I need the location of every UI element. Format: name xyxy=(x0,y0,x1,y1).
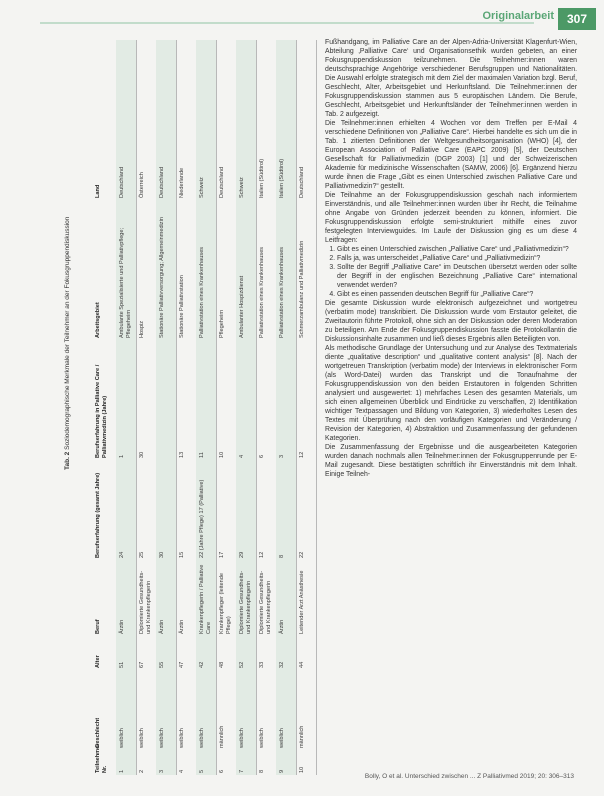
table-header-cell: Alter xyxy=(95,655,101,668)
table-cell: 30 xyxy=(139,451,145,458)
paragraph: Fußhandgang, im Palliative Care an der Alpen-Adria-Universität Klagenfurt-Wien, Abteilung ‚Palliative Care‘ und Organisationsethik wurden gebeten, an einer Fokusgruppendiskussion teilzunehmen. Die Teilnehmer:innen waren deutschsprachige Angehörige verschiedener Berufsgruppen und Nationalitäten. Die Auswahl erfolgte strategisch mit dem Ziel der maximalen Variation bzgl. Beruf, Geschlecht, Alter, Arbeitsgebiet und Herkunftsland. Die Teilnehmer:innen der Fokusgruppendiskussion stammen aus 5 europäischen Ländern. Die Berufe, Geschlecht, Arbeitsgebiet und Herkunftsländer der Teilnehmer:innen werden in Tab. 2 aufgezeigt. xyxy=(325,39,577,118)
table-cell: Ambulante Spezialisierte und Palliativpflege; Pflegeheim xyxy=(119,227,132,338)
body-text-column xyxy=(325,38,577,479)
table-cell: Diplomierte Gesundheits- und Krankenpflegerin xyxy=(259,570,272,634)
table-cell: 9 xyxy=(279,769,285,773)
table-cell: 6 xyxy=(219,769,225,773)
list-item: 1. Gibt es einen Unterschied zwischen „Palliative Care“ und „Palliativmedizin“? xyxy=(337,245,577,254)
table-cell: weiblich xyxy=(239,728,245,748)
table-cell: Österreich xyxy=(139,172,145,198)
table-header-cell: Berufserfahrung in Palliative Care / Palliativmedizin (Jahre) xyxy=(95,364,108,458)
page-footer: Bolly, O et al. Unterschied zwischen ... Z Palliativmed 2019; 20: 306–313 xyxy=(364,773,574,780)
table-cell: Hospiz xyxy=(139,320,145,338)
table-cell: 51 xyxy=(119,661,125,668)
table-cell: 1 xyxy=(119,454,125,458)
table-cell: weiblich xyxy=(259,728,265,748)
table-cell: Schweiz xyxy=(199,177,205,198)
demographics-table xyxy=(92,40,318,775)
table-cell: Krankenpflegerin / Palliative Care xyxy=(199,564,212,634)
table-cell: Pflegeheim xyxy=(219,310,225,338)
table-cell: 29 xyxy=(239,551,245,558)
table-cell: Ärztin xyxy=(159,619,165,634)
table-cell: 44 xyxy=(299,661,305,668)
table-cell: Ambulanter Hospizdienst xyxy=(239,275,245,338)
table-cell: Schweiz xyxy=(239,177,245,198)
table-cell: 3 xyxy=(159,769,165,773)
table-cell: weiblich xyxy=(179,728,185,748)
table-caption-text: Soziodemographische Merkmale der Teilnehmer an der Fokusgruppendiskussion xyxy=(64,216,71,450)
table-cell: 32 xyxy=(279,661,285,668)
table-cell: Deutschland xyxy=(159,166,165,198)
table-cell: weiblich xyxy=(159,728,165,748)
table-cell: 4 xyxy=(239,454,245,458)
page-number: 307 xyxy=(558,8,596,30)
table-cell: Deutschland xyxy=(119,166,125,198)
table-cell: 22 xyxy=(299,551,305,558)
table-row xyxy=(136,40,157,775)
table-caption xyxy=(64,150,71,470)
table-row xyxy=(276,40,297,775)
table-cell: Palliativstation eines Krankenhauses xyxy=(259,246,265,338)
table-cell: Palliativstation eines Krankenhauses xyxy=(199,246,205,338)
table-caption-label: Tab. 2 xyxy=(64,451,71,470)
list-item: 4. Gibt es einen passenden deutschen Begriff für „Palliative Care“? xyxy=(337,290,577,299)
paragraph: Die gesamte Diskussion wurde elektronisch aufgezeichnet und wortgetreu (verbatim mode) transkribiert. Die Diskussion wurde vom Erstautor geleitet, die Zweitautorin führte Protokoll, ohne sich an der Diskussion oder deren Moderation zu beteiligen. Am Ende der Fokusgruppendiskussion fasste die Protokollantin die Diskussionsinhalte zusammen und ließ dieses Ergebnis allen Beteiligten von. xyxy=(325,300,577,343)
table-cell: 10 xyxy=(299,766,305,773)
table-cell: Deutschland xyxy=(219,166,225,198)
table-cell: 11 xyxy=(199,452,205,458)
table-cell: 30 xyxy=(159,551,165,558)
table-cell: 12 xyxy=(259,551,265,558)
table-header-cell: Teilnehmer Nr. xyxy=(95,743,108,773)
table-cell: männlich xyxy=(299,725,305,748)
table-cell: Ärztin xyxy=(179,619,185,634)
list-item: 3. Sollte der Begriff „Palliative Care“ im Deutschen übersetzt werden oder sollte der Begriff in der englischen Bezeichnung „Palliative Care“ international verwendet werden? xyxy=(337,263,577,290)
table-cell: 47 xyxy=(179,661,185,668)
table-cell: 55 xyxy=(159,661,165,668)
table-cell: 8 xyxy=(259,769,265,773)
table-cell: 12 xyxy=(299,451,305,458)
paragraph: Die Teilnehmer:innen erhielten 4 Wochen vor dem Treffen per E-Mail 4 verschiedene Definitionen von „Palliative Care“. Hierbei handelte es sich um die in Tab. 1 zitierten Definitionen der Weltgesundheitsorganisation (WHO) [4], der European Association of Palliative Care (EAPC 2009) [5], der Deutschen Gesellschaft für Palliativmedizin (DGP 2003) [1] und der Schweizerischen Akademie für medizinische Wissenschaften (SAMW, 2006) [6]. Ergänzend hierzu wurde ihnen die Frage „Gibt es einen Unterschied zwischen Palliative Care und Palliativmedizin?“ gestellt. xyxy=(325,120,577,190)
table-cell: 17 xyxy=(219,551,225,558)
paragraph: Die Zusammenfassung der Ergebnisse und die ausgearbeiteten Kategorien wurden danach nochmals allen Teilnehmer:innen der Fokusgruppenrunde per E-Mail zugesandt. Diese bestätigten schriftlich ihr Einverständnis mit dem Inhalt. Einige Teilneh- xyxy=(325,444,577,478)
table-cell: 8 xyxy=(279,554,285,558)
table-cell: männlich xyxy=(219,725,225,748)
table-cell: Palliativstation eines Krankenhauses xyxy=(279,246,285,338)
table-cell: 22 (Jahre Pflege) 17 (Palliative) xyxy=(199,479,205,558)
table-cell: 52 xyxy=(239,661,245,668)
table-cell: 1 xyxy=(119,769,125,773)
header-rule xyxy=(40,22,534,24)
table-cell: 2 xyxy=(139,769,145,773)
table-header-cell: Geschlecht xyxy=(95,717,101,748)
table-cell: 67 xyxy=(139,661,145,668)
table-header-cell: Berufserfahrung (gesamt Jahre) xyxy=(95,472,101,558)
table-cell: 4 xyxy=(179,769,185,773)
table-row xyxy=(176,40,197,775)
table-cell: weiblich xyxy=(199,728,205,748)
table-cell: Krankenpfleger (leitende Pflege) xyxy=(219,573,232,634)
list-item: 2. Falls ja, was unterscheidet „Palliative Care“ und „Palliativmedizin“? xyxy=(337,254,577,263)
page-header xyxy=(0,4,604,32)
section-label: Originalarbeit xyxy=(482,10,554,22)
paragraph: Die Teilnahme an der Fokusgruppendiskussion geschah nach informiertem Einverständnis, und alle Teilnehmer:innen wurden über ihr Recht, die Teilnahme ohne Angabe von Gründen jederzeit beenden zu können, informiert. Die Fokusgruppendiskussion erfolgte semi-strukturiert mithilfe eines zuvor festgelegten Interviewguides. Im Laufe der Diskussion ging es um diese 4 Leitfragen: xyxy=(325,192,577,244)
table-cell: 10 xyxy=(219,451,225,458)
table-cell: 25 xyxy=(139,551,145,558)
table-cell: Stationäre Palliativversorgung; Allgemeinmedizin xyxy=(159,217,165,338)
table-cell: Schmerzambulanz und Palliativmedizin xyxy=(299,240,305,338)
table-cell: 24 xyxy=(119,551,125,558)
question-list xyxy=(325,245,577,299)
table-cell: weiblich xyxy=(279,728,285,748)
table-header-row xyxy=(92,40,117,775)
table-row xyxy=(216,40,237,775)
table-cell: 5 xyxy=(199,769,205,773)
table-header-cell: Arbeitsgebiet xyxy=(95,302,101,338)
table-row xyxy=(196,40,217,775)
table-cell: Deutschland xyxy=(299,166,305,198)
table-row xyxy=(116,40,137,775)
table-cell: Niederlande xyxy=(179,167,185,198)
table-cell: Italien (Südtirol) xyxy=(259,158,265,198)
table-row xyxy=(156,40,177,775)
table-cell: Ärztin xyxy=(279,619,285,634)
table-cell: Diplomierte Gesundheits- und Krankenpflegerin xyxy=(239,570,252,634)
table-row xyxy=(256,40,277,775)
table-cell: 15 xyxy=(179,551,185,558)
table-cell: 7 xyxy=(239,769,245,773)
table-cell: 48 xyxy=(219,661,225,668)
table-cell: Leitender Arzt Anästhesie xyxy=(299,570,305,634)
table-header-cell: Beruf xyxy=(95,619,101,634)
table-row xyxy=(296,40,317,775)
table-row xyxy=(236,40,257,775)
table-cell: Italien (Südtirol) xyxy=(279,158,285,198)
table-cell: weiblich xyxy=(119,728,125,748)
table-cell: weiblich xyxy=(139,728,145,748)
table-cell: Ärztin xyxy=(119,619,125,634)
table-cell: 13 xyxy=(179,451,185,458)
table-cell: 42 xyxy=(199,661,205,668)
table-cell: 6 xyxy=(259,454,265,458)
table-cell: Diplomierte Gesundheits- und Krankenpflegerin xyxy=(139,570,152,634)
paragraph: Als methodische Grundlage der Untersuchung und zur Analyse des Textmaterials diente „qualitative description“ und „qualitative content analysis“ [8]. Nach der wortgetreuen Transkription (verbatim mode) der Interviews in elektronischer Form (als Word-Datei) wurden das Transkript und die Tonaufnahme der Fokusgruppendiskussion von den beiden Erstautoren in folgenden Schritten analysiert und ausgewertet: 1) mehrfaches Lesen des gesamten Materials, um sich einen allgemeinen Überblick und Eindrücke zu verschaffen, 2) Identifikation wichtiger Textpassagen und Bildung von Kategorien, 3) wiederholtes Lesen des Textes mit Überprüfung nach den vorläufigen Kategorien und Veränderung / Revision der Kategorien, 4) Abstraktion und Zusammenfassung der gefundenen Kategorien. xyxy=(325,345,577,442)
table-cell: 33 xyxy=(259,661,265,668)
table-header-cell: Land xyxy=(95,184,101,198)
table-cell: 3 xyxy=(279,454,285,458)
table-cell: Stationäre Palliativstation xyxy=(179,275,185,338)
